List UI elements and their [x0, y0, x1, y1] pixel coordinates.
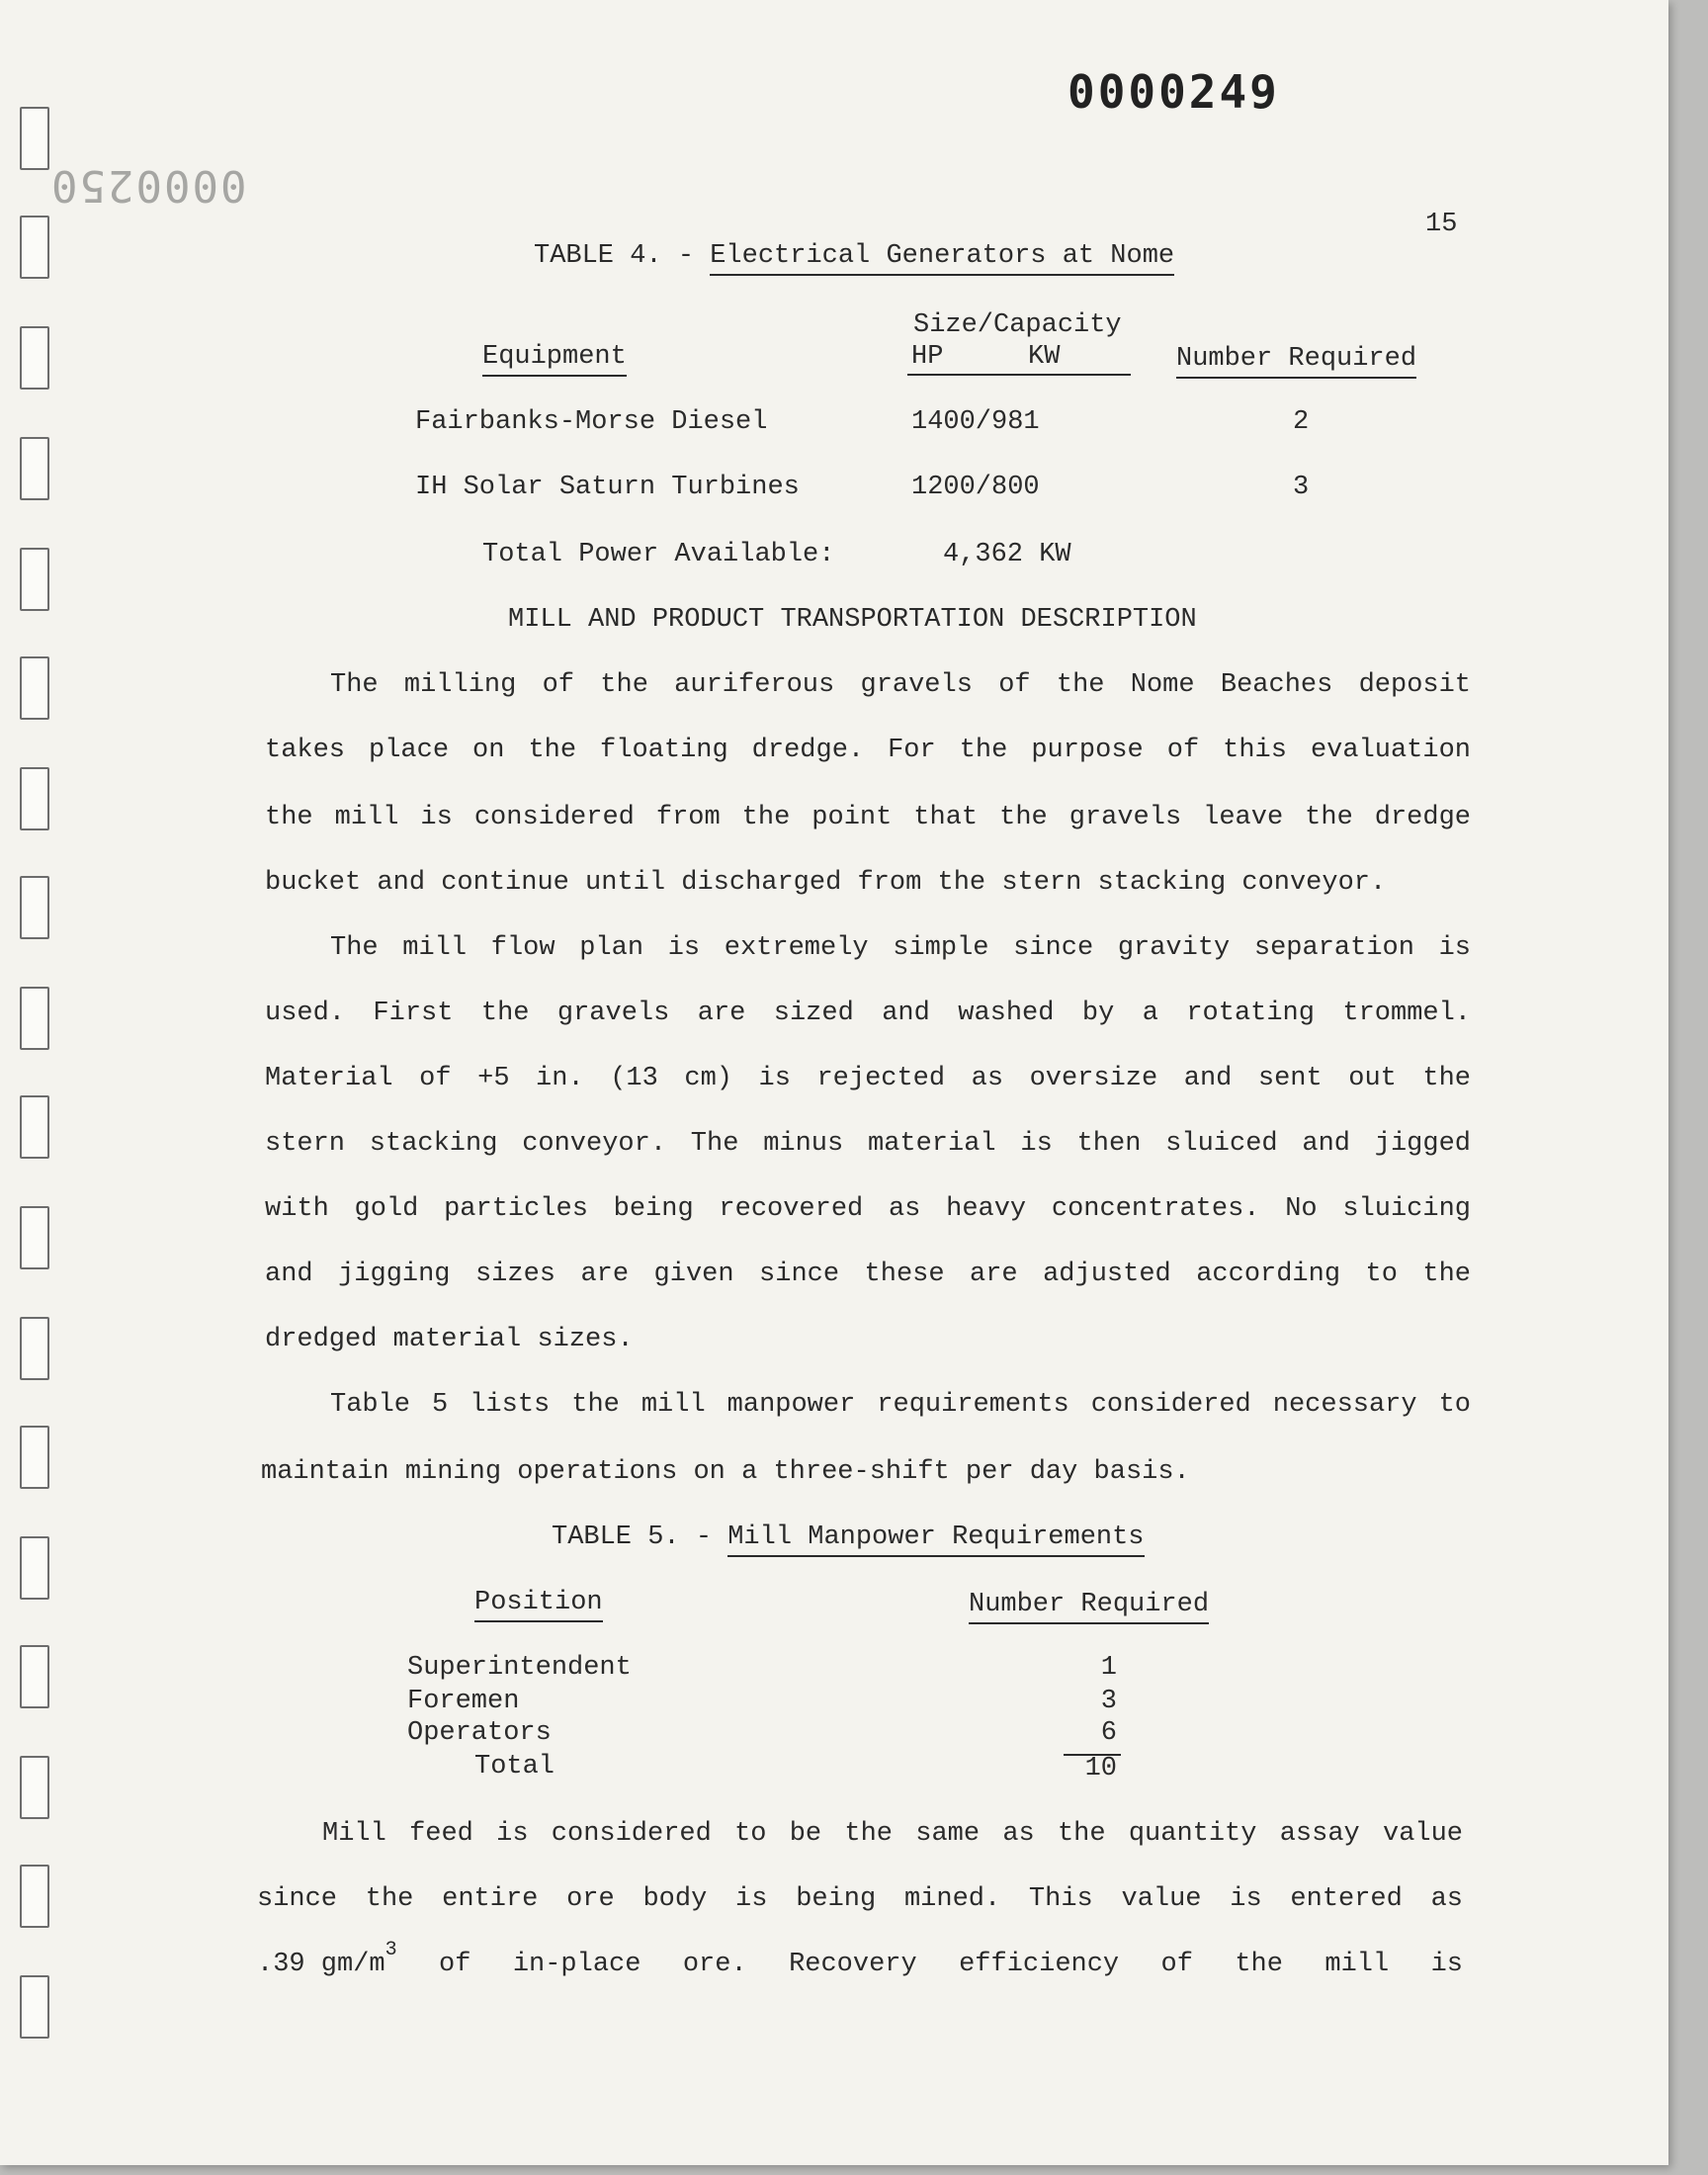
paragraph-text: the mill is considered from the point that the gravels leave the dredge [265, 803, 1471, 832]
binder-hole [20, 1536, 49, 1600]
binder-hole [20, 1095, 49, 1159]
paragraph-line [330, 670, 1471, 700]
assay-value: .39 gm/m [257, 1950, 385, 1979]
faded-stamp-bleedthrough: 0000250 [49, 160, 247, 211]
paragraph-line [330, 1390, 1471, 1420]
table5-caption [552, 1522, 1145, 1552]
paragraph-text: The mill flow plan is extremely simple since gravity separation is [330, 933, 1471, 963]
table5-row-position: Foremen [407, 1687, 520, 1716]
binder-hole [20, 1756, 49, 1819]
paragraph-line [439, 1950, 1463, 1979]
paragraph-text: Mill feed is considered to be the same as the quantity assay value [322, 1819, 1463, 1849]
paragraph-line [265, 736, 1471, 765]
binder-hole [20, 326, 49, 390]
paragraph-text: used. First the gravels are sized and washed by a rotating trommel. [265, 999, 1471, 1028]
binder-hole [20, 1645, 49, 1708]
table4-caption [534, 241, 1174, 271]
binder-hole [20, 548, 49, 611]
binder-hole [20, 1975, 49, 2039]
paragraph-line [265, 1194, 1471, 1224]
paragraph-text: Table 5 lists the mill manpower requirements considered necessary to [330, 1390, 1471, 1420]
table4-header-rule [907, 374, 1131, 376]
table4-title: Electrical Generators at Nome [710, 241, 1174, 276]
table5-row-position: Superintendent [407, 1653, 632, 1683]
paragraph-text: The milling of the auriferous gravels of the Nome Beaches deposit [330, 670, 1471, 700]
binder-hole [20, 987, 49, 1050]
table5-row-number: 3 [1100, 1687, 1117, 1716]
paragraph-line [265, 1260, 1471, 1289]
binder-hole [20, 1865, 49, 1928]
table4-row-capacity: 1200/800 [911, 473, 1040, 502]
table5-total-value: 10 [1084, 1754, 1117, 1784]
paragraph-line-with-superscript [257, 1939, 397, 1979]
paragraph-text: with gold particles being recovered as heavy concentrates. No sluicing [265, 1194, 1471, 1224]
paragraph-text: stern stacking conveyor. The minus material is then sluiced and jigged [265, 1129, 1471, 1159]
table4-prefix: TABLE 4. - [534, 241, 711, 271]
binder-hole [20, 1317, 49, 1380]
table5-col-position: Position [474, 1588, 603, 1622]
paragraph-line [257, 1884, 1463, 1914]
table4-row-number: 2 [1293, 407, 1310, 437]
table4-col-kw: KW [1028, 342, 1061, 372]
table4-row-capacity: 1400/981 [911, 407, 1040, 437]
binder-hole [20, 1426, 49, 1489]
page-number: 15 [1425, 210, 1458, 239]
table4-total-value: 4,362 KW [943, 540, 1071, 569]
section-heading: MILL AND PRODUCT TRANSPORTATION DESCRIPTION [508, 605, 1197, 635]
table4-total-label: Total Power Available: [482, 540, 835, 569]
paragraph-text: of in-place ore. Recovery efficiency of the mill is [439, 1950, 1463, 1979]
table4-row-equipment: Fairbanks-Morse Diesel [415, 407, 768, 437]
paragraph-line: maintain mining operations on a three-shift per day basis. [261, 1457, 1190, 1487]
paragraph-line [265, 1064, 1471, 1093]
paragraph-text: and jigging sizes are given since these are adjusted according to the [265, 1260, 1471, 1289]
table4-row-number: 3 [1293, 473, 1310, 502]
superscript: 3 [384, 1939, 397, 1961]
table5-row-number: 1 [1100, 1653, 1117, 1683]
paragraph-line [330, 933, 1471, 963]
binder-hole [20, 1206, 49, 1269]
paragraph-line: dredged material sizes. [265, 1325, 634, 1354]
paragraph-line [265, 999, 1471, 1028]
paragraph-text: since the entire ore body is being mined. This value is entered as [257, 1884, 1463, 1914]
table4-col-hp: HP [911, 342, 944, 372]
table4-col-number-required: Number Required [1176, 344, 1416, 379]
binder-hole [20, 107, 49, 170]
paragraph-line [265, 1129, 1471, 1159]
table5-col-number-required: Number Required [969, 1590, 1209, 1624]
binder-hole [20, 656, 49, 720]
paragraph-line [322, 1819, 1463, 1849]
table5-row-number: 6 [1100, 1718, 1117, 1748]
document-number-stamp: 0000249 [1068, 65, 1280, 119]
paragraph-line: bucket and continue until discharged from the stern stacking conveyor. [265, 868, 1387, 898]
binder-hole [20, 767, 49, 830]
table4-col-size-capacity: Size/Capacity [913, 310, 1122, 340]
paragraph-text: takes place on the floating dredge. For the purpose of this evaluation [265, 736, 1471, 765]
binder-hole [20, 437, 49, 500]
table5-title: Mill Manpower Requirements [727, 1522, 1144, 1557]
table4-col-equipment: Equipment [482, 342, 627, 377]
table5-prefix: TABLE 5. - [552, 1522, 728, 1552]
binder-hole [20, 876, 49, 939]
paragraph-line [265, 803, 1471, 832]
paragraph-text: Material of +5 in. (13 cm) is rejected as oversize and sent out the [265, 1064, 1471, 1093]
table4-row-equipment: IH Solar Saturn Turbines [415, 473, 800, 502]
binder-hole [20, 216, 49, 279]
table5-row-position: Operators [407, 1718, 552, 1748]
table5-total-label: Total [474, 1752, 555, 1782]
